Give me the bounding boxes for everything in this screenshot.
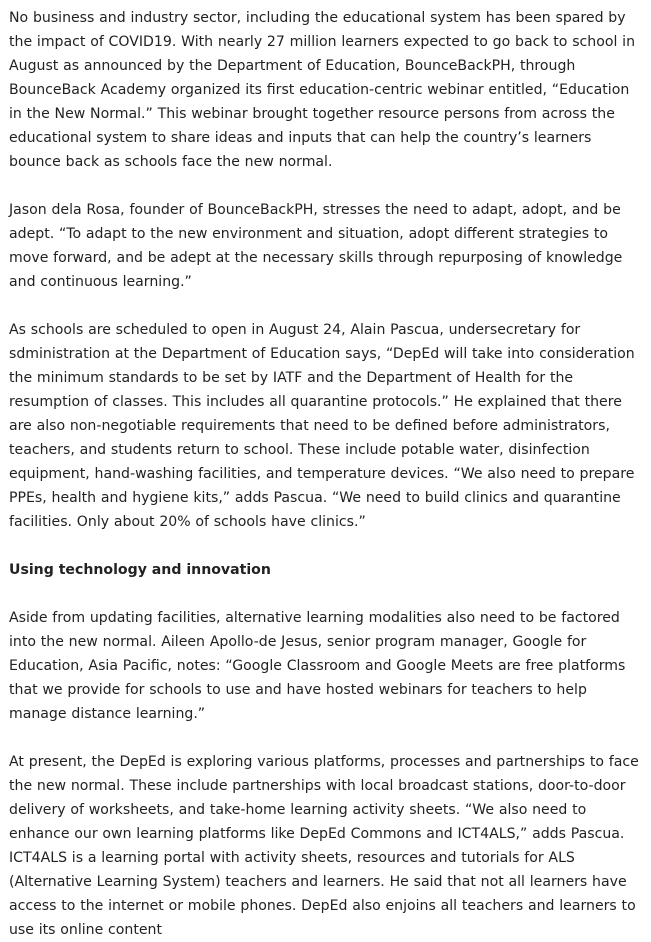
article-paragraph: At present, the DepEd is exploring various platforms, processes and partnerships to face the new normal. These include partnerships with local broadcast stations, door-to-door delivery of worksheets, and take-home learning activity sheets. “We also need to enhance our own learning platforms like DepEd Commons and ICT4ALS,” adds Pascua. ICT4ALS is a learning portal with activity sheets, resources and tutorials for ALS (Alternative Learning System) teachers and learners. He said that not all learners have access to the internet or mobile phones. DepEd also enjoins all teachers and learners to use its online content bbox=[9, 754, 639, 938]
section-heading: Using technology and innovation bbox=[9, 562, 271, 578]
article-paragraph: Aside from updating facilities, alternative learning modalities also need to be factored into the new normal. Aileen Apollo-de Jesus, senior program manager, Google for Education, Asia Pacific, notes: “Google Classroom and Google Meets are free platforms that we provide for schools to use and have hosted webinars for teachers to help manage distance learning.” bbox=[9, 610, 626, 722]
article-paragraph: As schools are scheduled to open in August 24, Alain Pascua, undersecretary for sdministration at the Department of Education says, “DepEd will take into consideration the minimum standards to be set by IATF and the Department of Health for the resumption of classes. This includes all quarantine protocols.” He explained that there are also non-negotiable requirements that need to be defined before administrators, teachers, and students return to school. These include potable water, disinfection equipment, hand-washing facilities, and temperature devices. “We also need to prepare PPEs, health and hygiene kits,” adds Pascua. “We need to build clinics and quarantine facilities. Only about 20% of schools have clinics.” bbox=[9, 322, 635, 530]
article-paragraph: No business and industry sector, including the educational system has been spared by the impact of COVID19. With nearly 27 million learners expected to go back to school in August as announced by the Department of Education, BounceBackPH, through BounceBack Academy organized its first education-centric webinar entitled, “Education in the New Normal.” This webinar brought together resource persons from across the educational system to share ideas and inputs that can help the country’s learners bounce back as schools face the new normal. bbox=[9, 10, 636, 170]
article-paragraph: Jason dela Rosa, founder of BounceBackPH, stresses the need to adapt, adopt, and be adept. “To adapt to the new environment and situation, adopt different strategies to move forward, and be adept at the necessary skills through repurposing of knowledge and continuous learning.” bbox=[9, 202, 623, 290]
